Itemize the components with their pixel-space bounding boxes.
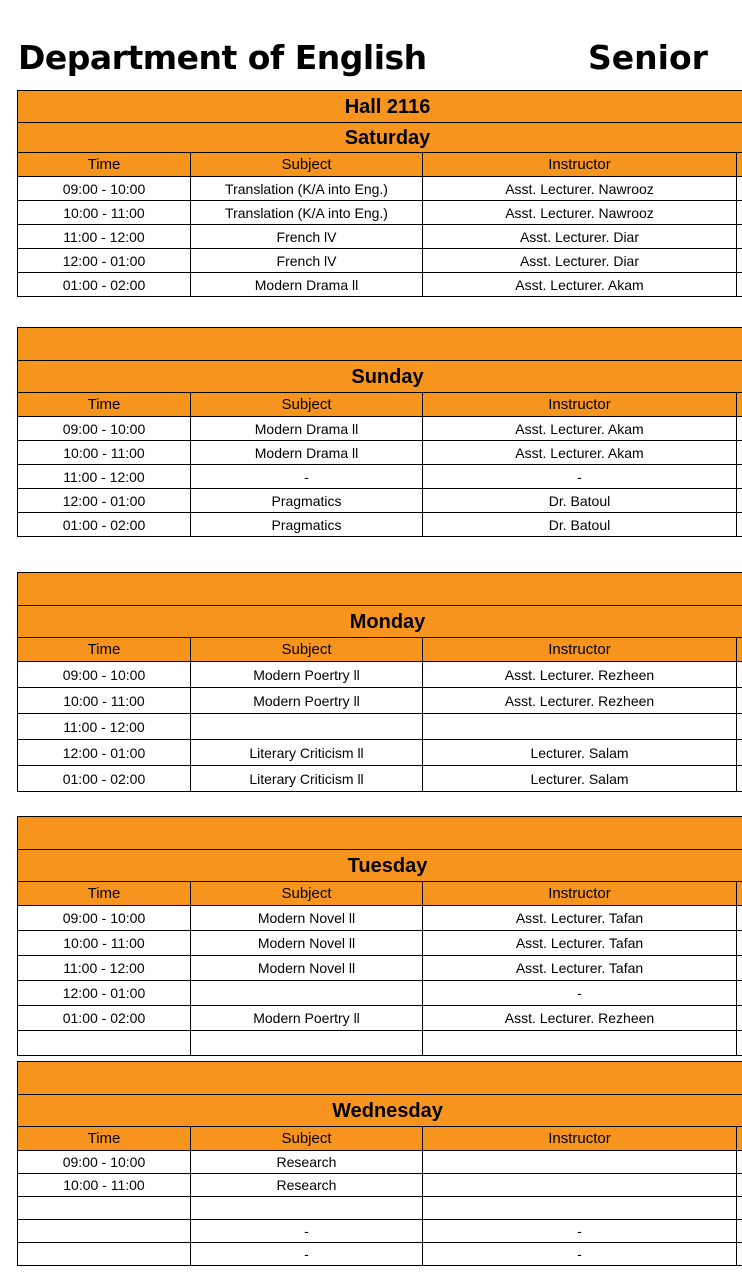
instructor-header: Instructor xyxy=(423,882,737,906)
row-spacer xyxy=(737,1151,742,1174)
subject-cell xyxy=(191,981,423,1006)
instructor-header: Instructor xyxy=(423,393,737,417)
subject-cell: Modern Novel ll xyxy=(191,931,423,956)
row-spacer xyxy=(737,513,742,537)
time-cell: 12:00 - 01:00 xyxy=(18,489,191,513)
instructor-cell: Asst. Lecturer. Tafan xyxy=(423,906,737,931)
page-title: Department of English xyxy=(18,38,427,77)
subject-cell: Modern Drama ll xyxy=(191,441,423,465)
subject-cell: Modern Drama ll xyxy=(191,417,423,441)
day-band xyxy=(18,1062,742,1095)
row-spacer xyxy=(737,225,742,249)
subject-cell: Research xyxy=(191,1174,423,1197)
time-cell xyxy=(18,1197,191,1220)
subject-cell: Literary Criticism ll xyxy=(191,740,423,766)
time-cell: 09:00 - 10:00 xyxy=(18,417,191,441)
table-row xyxy=(18,1197,742,1220)
instructor-cell xyxy=(423,1197,737,1220)
subject-cell: Modern Novel ll xyxy=(191,956,423,981)
table-row xyxy=(18,177,742,201)
table-row xyxy=(18,441,742,465)
row-spacer xyxy=(737,1243,742,1266)
time-header: Time xyxy=(18,638,191,662)
instructor-cell: Asst. Lecturer. Akam xyxy=(423,417,737,441)
table-row xyxy=(18,714,742,740)
row-spacer xyxy=(737,1174,742,1197)
table-row xyxy=(18,465,742,489)
table-row xyxy=(18,225,742,249)
day-band xyxy=(18,328,742,361)
subject-header: Subject xyxy=(191,1127,423,1151)
instructor-cell: Asst. Lecturer. Nawrooz xyxy=(423,177,737,201)
instructor-cell xyxy=(423,1031,737,1056)
row-spacer xyxy=(737,956,742,981)
instructor-cell: - xyxy=(423,981,737,1006)
time-cell: 09:00 - 10:00 xyxy=(18,662,191,688)
subject-cell: French lV xyxy=(191,249,423,273)
instructor-cell: - xyxy=(423,1220,737,1243)
instructor-cell: Lecturer. Salam xyxy=(423,766,737,792)
time-header: Time xyxy=(18,1127,191,1151)
subject-cell: Literary Criticism ll xyxy=(191,766,423,792)
time-header: Time xyxy=(18,393,191,417)
instructor-header: Instructor xyxy=(423,638,737,662)
table-row xyxy=(18,906,742,931)
table-row xyxy=(18,1220,742,1243)
schedule-table-tuesday xyxy=(17,816,742,1056)
time-cell: 12:00 - 01:00 xyxy=(18,740,191,766)
schedule-table-monday xyxy=(17,572,742,792)
row-spacer xyxy=(737,1220,742,1243)
time-cell: 10:00 - 11:00 xyxy=(18,1174,191,1197)
instructor-cell: Asst. Lecturer. Tafan xyxy=(423,931,737,956)
header-spacer xyxy=(737,638,742,662)
schedule-table-wednesday xyxy=(17,1061,742,1266)
instructor-header: Instructor xyxy=(423,153,737,177)
day-title: Tuesday xyxy=(18,850,742,882)
table-row xyxy=(18,981,742,1006)
day-band xyxy=(18,573,742,606)
table-row xyxy=(18,417,742,441)
instructor-cell: Asst. Lecturer. Akam xyxy=(423,441,737,465)
time-cell: 10:00 - 11:00 xyxy=(18,441,191,465)
time-cell xyxy=(18,1220,191,1243)
instructor-cell: - xyxy=(423,465,737,489)
table-row xyxy=(18,489,742,513)
row-spacer xyxy=(737,417,742,441)
instructor-cell: Asst. Lecturer. Rezheen xyxy=(423,1006,737,1031)
row-spacer xyxy=(737,714,742,740)
table-row xyxy=(18,1031,742,1056)
row-spacer xyxy=(737,273,742,297)
subject-cell: Modern Drama ll xyxy=(191,273,423,297)
time-cell: 10:00 - 11:00 xyxy=(18,688,191,714)
table-row xyxy=(18,956,742,981)
table-row xyxy=(18,766,742,792)
subject-cell: Modern Poertry ll xyxy=(191,662,423,688)
subject-cell: Modern Novel ll xyxy=(191,906,423,931)
level-label: Senior xyxy=(588,38,708,77)
instructor-cell: Asst. Lecturer. Rezheen xyxy=(423,688,737,714)
row-spacer xyxy=(737,249,742,273)
row-spacer xyxy=(737,688,742,714)
row-spacer xyxy=(737,1006,742,1031)
schedule-table-sunday xyxy=(17,327,742,537)
header-spacer xyxy=(737,393,742,417)
subject-cell: Modern Poertry ll xyxy=(191,688,423,714)
subject-header: Subject xyxy=(191,882,423,906)
instructor-cell: Asst. Lecturer. Diar xyxy=(423,249,737,273)
subject-cell: Translation (K/A into Eng.) xyxy=(191,201,423,225)
time-cell: 09:00 - 10:00 xyxy=(18,906,191,931)
row-spacer xyxy=(737,441,742,465)
row-spacer xyxy=(737,662,742,688)
table-row xyxy=(18,931,742,956)
table-row xyxy=(18,688,742,714)
table-row xyxy=(18,1243,742,1266)
row-spacer xyxy=(737,981,742,1006)
time-cell: 12:00 - 01:00 xyxy=(18,981,191,1006)
subject-cell: Modern Poertry ll xyxy=(191,1006,423,1031)
subject-cell: Translation (K/A into Eng.) xyxy=(191,177,423,201)
subject-cell xyxy=(191,1197,423,1220)
row-spacer xyxy=(737,489,742,513)
row-spacer xyxy=(737,766,742,792)
instructor-cell: Asst. Lecturer. Akam xyxy=(423,273,737,297)
instructor-cell xyxy=(423,714,737,740)
day-title: Saturday xyxy=(18,123,742,153)
instructor-header: Instructor xyxy=(423,1127,737,1151)
instructor-cell: Dr. Batoul xyxy=(423,513,737,537)
table-row xyxy=(18,201,742,225)
row-spacer xyxy=(737,740,742,766)
instructor-cell: Dr. Batoul xyxy=(423,489,737,513)
header-spacer xyxy=(737,882,742,906)
header-spacer xyxy=(737,1127,742,1151)
time-cell: 11:00 - 12:00 xyxy=(18,956,191,981)
time-cell: 10:00 - 11:00 xyxy=(18,201,191,225)
time-cell: 01:00 - 02:00 xyxy=(18,273,191,297)
subject-header: Subject xyxy=(191,393,423,417)
day-band xyxy=(18,817,742,850)
time-header: Time xyxy=(18,882,191,906)
table-row xyxy=(18,1006,742,1031)
row-spacer xyxy=(737,1197,742,1220)
row-spacer xyxy=(737,1031,742,1056)
time-cell: 01:00 - 02:00 xyxy=(18,766,191,792)
row-spacer xyxy=(737,465,742,489)
instructor-cell: Asst. Lecturer. Rezheen xyxy=(423,662,737,688)
table-row xyxy=(18,1151,742,1174)
time-cell: 09:00 - 10:00 xyxy=(18,177,191,201)
subject-cell: Pragmatics xyxy=(191,489,423,513)
time-cell: 12:00 - 01:00 xyxy=(18,249,191,273)
subject-cell xyxy=(191,1031,423,1056)
subject-cell: French lV xyxy=(191,225,423,249)
table-row xyxy=(18,662,742,688)
instructor-cell xyxy=(423,1151,737,1174)
subject-header: Subject xyxy=(191,153,423,177)
table-row xyxy=(18,273,742,297)
subject-cell: Pragmatics xyxy=(191,513,423,537)
time-header: Time xyxy=(18,153,191,177)
table-row xyxy=(18,249,742,273)
time-cell xyxy=(18,1031,191,1056)
row-spacer xyxy=(737,931,742,956)
time-cell: 09:00 - 10:00 xyxy=(18,1151,191,1174)
day-title: Wednesday xyxy=(18,1095,742,1127)
subject-cell xyxy=(191,714,423,740)
subject-header: Subject xyxy=(191,638,423,662)
subject-cell: - xyxy=(191,1220,423,1243)
instructor-cell: Lecturer. Salam xyxy=(423,740,737,766)
instructor-cell: Asst. Lecturer. Diar xyxy=(423,225,737,249)
header-spacer xyxy=(737,153,742,177)
subject-cell: Research xyxy=(191,1151,423,1174)
table-row xyxy=(18,513,742,537)
day-title: Monday xyxy=(18,606,742,638)
hall-title: Hall 2116 xyxy=(18,91,742,123)
row-spacer xyxy=(737,906,742,931)
instructor-cell xyxy=(423,1174,737,1197)
day-title: Sunday xyxy=(18,361,742,393)
time-cell: 11:00 - 12:00 xyxy=(18,465,191,489)
row-spacer xyxy=(737,201,742,225)
row-spacer xyxy=(737,177,742,201)
instructor-cell: Asst. Lecturer. Nawrooz xyxy=(423,201,737,225)
time-cell xyxy=(18,1243,191,1266)
instructor-cell: - xyxy=(423,1243,737,1266)
table-row xyxy=(18,1174,742,1197)
time-cell: 10:00 - 11:00 xyxy=(18,931,191,956)
subject-cell: - xyxy=(191,465,423,489)
time-cell: 11:00 - 12:00 xyxy=(18,714,191,740)
time-cell: 01:00 - 02:00 xyxy=(18,513,191,537)
subject-cell: - xyxy=(191,1243,423,1266)
schedule-table-saturday xyxy=(17,90,742,297)
time-cell: 01:00 - 02:00 xyxy=(18,1006,191,1031)
instructor-cell: Asst. Lecturer. Tafan xyxy=(423,956,737,981)
table-row xyxy=(18,740,742,766)
time-cell: 11:00 - 12:00 xyxy=(18,225,191,249)
